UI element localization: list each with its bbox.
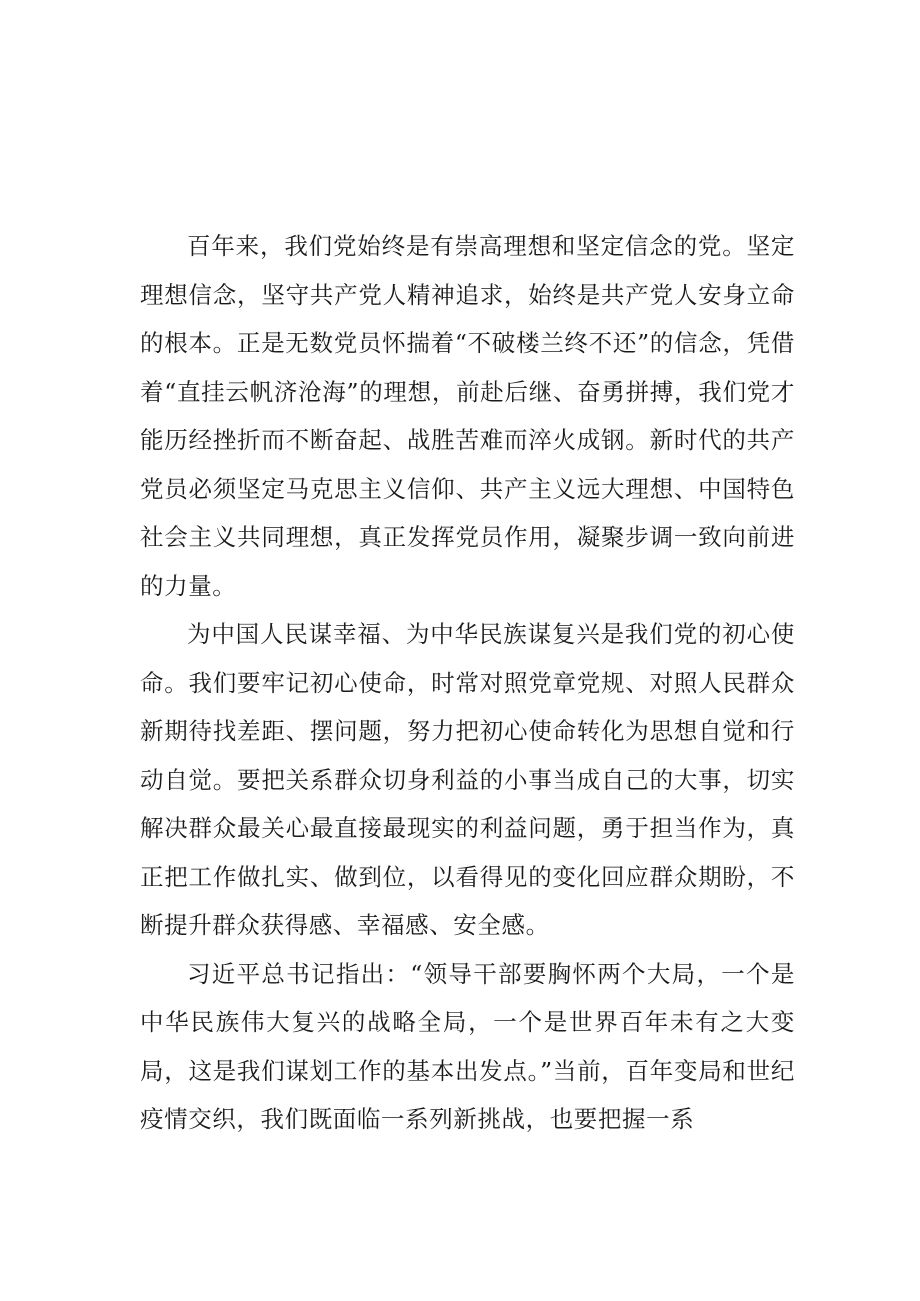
paragraph-1: 百年来，我们党始终是有崇高理想和坚定信念的党。坚定理想信念，坚守共产党人精神追求，始终是共产党人安身立命的根本。正是无数党员怀揣着“不破楼兰终不还”的信念，凭借着“直挂云帆济沧海”的理想，前赴后继、奋勇拼搏，我们党才能历经挫折而不断奋起、战胜苦难而淬火成钢。新时代的共产党员必须坚定马克思主义信仰、共产主义远大理想、中国特色社会主义共同理想，真正发挥党员作用，凝聚步调一致向前进的力量。	[140, 232, 795, 600]
document-body	[140, 222, 795, 1144]
paragraph-2: 为中国人民谋幸福、为中华民族谋复兴是我们党的初心使命。我们要牢记初心使命，时常对照党章党规、对照人民群众新期待找差距、摆问题，努力把初心使命转化为思想自觉和行动自觉。要把关系群众切身利益的小事当成自己的大事，切实解决群众最关心最直接最现实的利益问题，勇于担当作为，真正把工作做扎实、做到位，以看得见的变化回应群众期盼，不断提升群众获得感、幸福感、安全感。	[140, 620, 795, 939]
paragraph-3: 习近平总书记指出：“领导干部要胸怀两个大局，一个是中华民族伟大复兴的战略全局，一个是世界百年未有之大变局，这是我们谋划工作的基本出发点。”当前，百年变局和世纪疫情交织，我们既面临一系列新挑战，也要把握一系	[140, 959, 795, 1133]
